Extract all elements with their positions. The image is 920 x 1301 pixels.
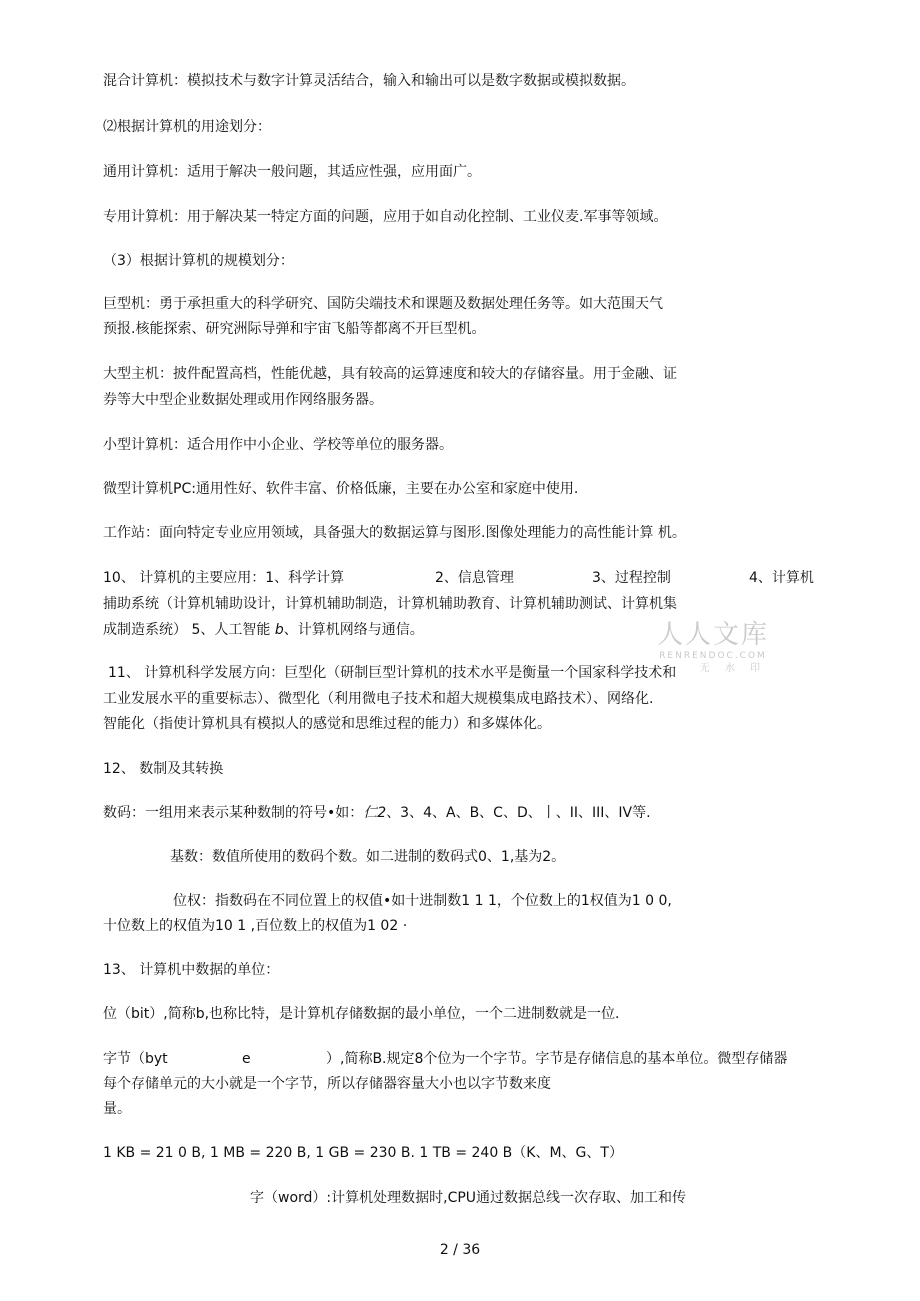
text-line: 11、 计算机科学发展方向：巨型化（研制巨型计算机的技术水平是衡量一个国家科学技术和 [108, 665, 677, 681]
page-number: 2 / 36 [439, 1242, 481, 1258]
text-span: 仁2 [363, 805, 387, 821]
text-line: 微型计算机PC:通用性好、软件丰富、价格低廉，主要在办公室和家庭中使用. [103, 481, 579, 497]
text-line [103, 620, 424, 640]
text-line: 工作站：面向特定专业应用领域，具备强大的数据运算与图形.图像处理能力的高性能计算 机。 [103, 525, 686, 541]
text-line: 位权：指数码在不同位置上的权值•如十进制数1 1 1，个位数上的1权值为1 0 0, [173, 893, 672, 909]
text-line: 13、 计算机中数据的单位： [103, 962, 280, 978]
text-line: 混合计算机：模拟技术与数字计算灵活结合，输入和输出可以是数字数据或模拟数据。 [103, 73, 635, 89]
text-line: 字（word）:计算机处理数据时,CPU通过数据总线一次存取、加工和传 [250, 1190, 687, 1206]
text-line: 基数：数值所使用的数码个数。如二进制的数码式0、1,基为2。 [170, 849, 566, 865]
text-span: 、3、4、A、B、C、D、丨、II、III、IV等. [386, 805, 651, 821]
text-line: 4、计算机 [749, 570, 814, 586]
text-line: 预报.核能探索、研究洲际导弹和宇宙飞船等都离不开巨型机。 [103, 321, 486, 337]
text-line: 1 KB = 21 0 B, 1 MB = 220 B, 1 GB = 230 B. 1 TB = 240 B（K、M、G、T） [103, 1145, 623, 1161]
text-line: 2、信息管理 [435, 570, 514, 586]
text-line: 通用计算机：适用于解决一般问题，其适应性强，应用面广。 [103, 164, 481, 180]
text-span: b [274, 622, 284, 638]
watermark-subtitle: 无 水 印 [699, 663, 766, 674]
text-line [103, 803, 651, 823]
text-line: 大型主机：披件配置高档，性能优越，具有较高的运算速度和较大的存储容量。用于金融、证 [103, 366, 677, 382]
text-line: 位（bit）,简称b,也称比特，是计算机存储数据的最小单位，一个二进制数就是一位. [103, 1006, 620, 1022]
watermark-title: 人人文库 [656, 620, 769, 650]
text-line: 小型计算机：适合用作中小企业、学校等单位的服务器。 [103, 437, 453, 453]
text-line: 券等大中型企业数据处理或用作网络服务器。 [103, 392, 383, 408]
text-span: 成制造系统） 5、人工智能 [103, 622, 275, 638]
text-line: 12、 数制及其转换 [103, 761, 224, 777]
text-line: 字节（byt [103, 1051, 168, 1067]
text-line: ）,简称B.规定8个位为一个字节。字节是存储信息的基本单位。微型存储器 [326, 1051, 788, 1067]
watermark-logo [648, 620, 778, 676]
text-line: （3）根据计算机的规模划分： [103, 253, 294, 269]
text-span: 、计算机网络与通信。 [283, 622, 424, 638]
text-line: 智能化（指使计算机具有模拟人的感觉和思维过程的能力）和多媒体化。 [103, 716, 551, 732]
text-line: 专用计算机：用于解决某一特定方面的问题，应用于如自动化控制、工业仪麦.军事等领域。 [103, 209, 668, 225]
text-line: 十位数上的权值为10 1 ,百位数上的权值为1 02 · [103, 918, 408, 934]
text-line: 每个存储单元的大小就是一个字节，所以存储器容量大小也以字节数来度 [103, 1076, 551, 1092]
text-line: ⑵根据计算机的用途划分： [103, 119, 271, 135]
text-line: e [242, 1051, 251, 1067]
watermark-domain: RENRENDOC.COM [659, 651, 767, 661]
text-line: 量。 [103, 1101, 131, 1117]
text-line: 捕助系统（计算机辅助设计，计算机辅助制造，计算机辅助教育、计算机辅助测试、计算机集 [103, 596, 677, 612]
text-line: 巨型机：勇于承担重大的科学研究、国防尖端技术和课题及数据处理任务等。如大范围天气 [103, 296, 663, 312]
text-line: 10、 计算机的主要应用：1、科学计算 [103, 570, 345, 586]
text-line: 工业发展水平的重要标志）、微型化（利用微电子技术和超大规模集成电路技术）、网络化. [103, 691, 654, 707]
text-span: 数码：一组用来表示某种数制的符号•如： [103, 805, 364, 821]
text-line: 3、过程控制 [592, 570, 671, 586]
